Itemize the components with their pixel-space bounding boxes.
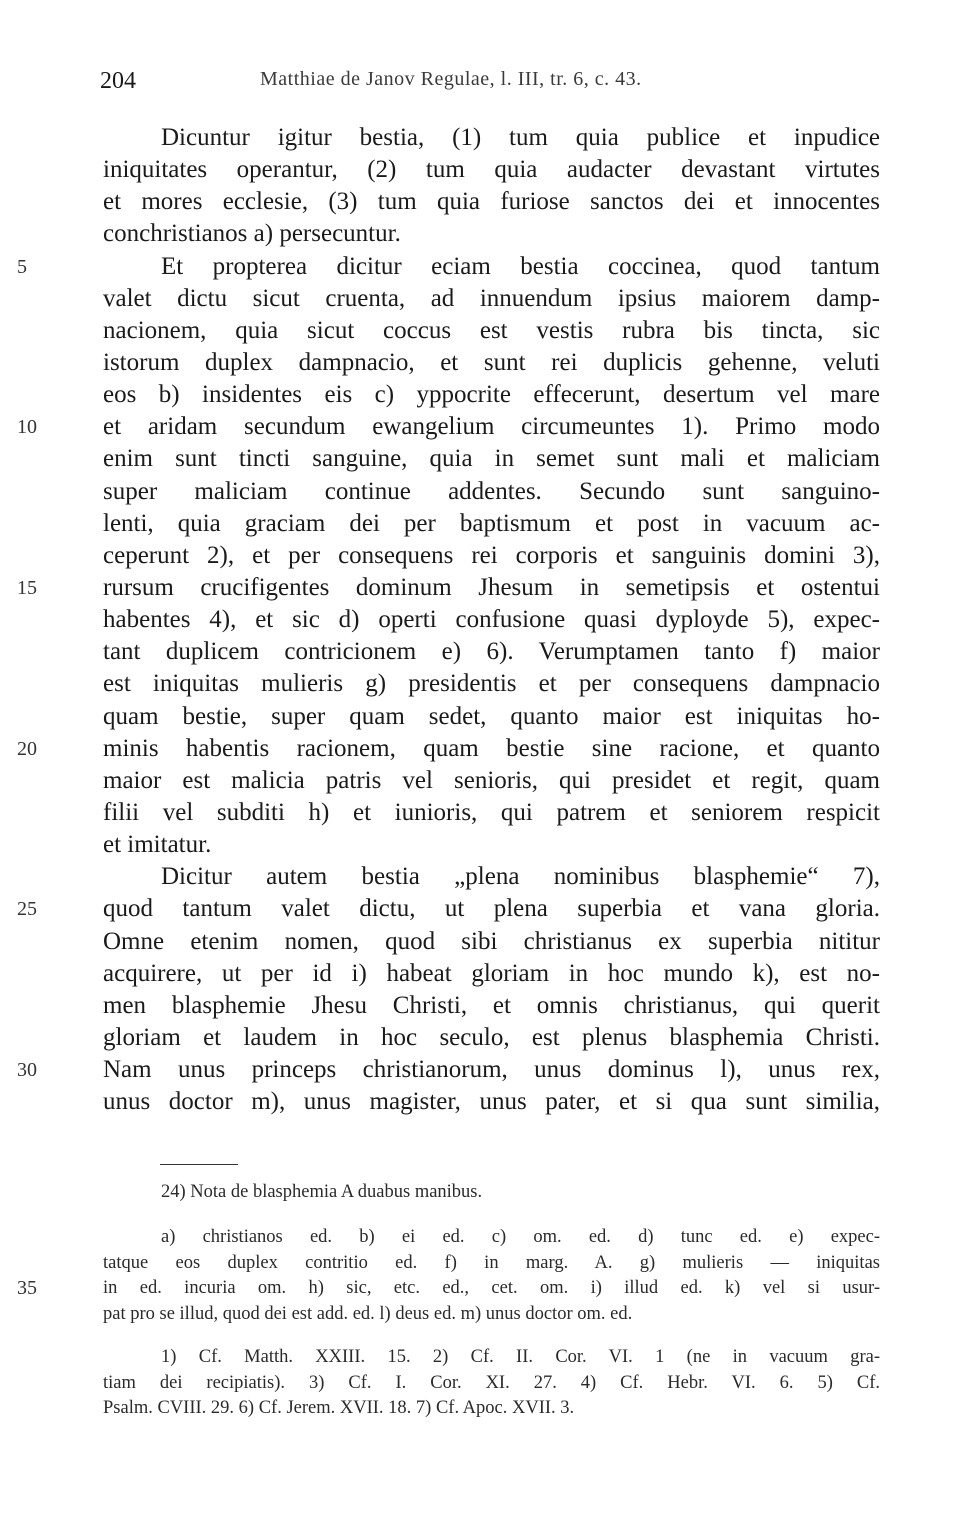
- line-text: rursum crucifigentes dominum Jhesum in semetipsis et ostentui: [103, 573, 880, 601]
- line-text: enim sunt tincti sanguine, quia in semet sunt mali et maliciam: [103, 445, 880, 473]
- text-line: [103, 315, 880, 347]
- line-text: in ed. incuria om. h) sic, etc. ed., cet. om. i) illud ed. k) vel si usur-: [103, 1278, 880, 1298]
- text-line: [103, 701, 880, 733]
- line-text: tiam dei recipiatis). 3) Cf. I. Cor. XI. 27. 4) Cf. Hebr. VI. 6. 5) Cf.: [103, 1372, 880, 1393]
- text-line: [103, 443, 880, 475]
- line-number: 20: [17, 737, 37, 760]
- line-text: 1) Cf. Matth. XXIII. 15. 2) Cf. II. Cor. VI. 1 (ne in vacuum gra-: [161, 1347, 880, 1367]
- text-line: [103, 1022, 880, 1054]
- line-text: Dicuntur igitur bestia, (1) tum quia publice et inpudice: [161, 124, 880, 151]
- line-text: quod tantum valet dictu, ut plena superbia et vana gloria.: [103, 895, 880, 923]
- text-line: [103, 122, 880, 154]
- running-head: Matthiae de Janov Regulae, l. III, tr. 6, c. 43.: [260, 68, 642, 90]
- line-text: habentes 4), et sic d) operti confusione quasi dyployde 5), expec-: [103, 606, 880, 634]
- line-text: Dicitur autem bestia „plena nominibus blasphemie“ 7),: [161, 863, 880, 891]
- text-line: [103, 540, 880, 572]
- line-number: 10: [17, 416, 37, 439]
- page-header: [100, 68, 880, 100]
- source-apparatus: [103, 1345, 880, 1422]
- line-text: ceperunt 2), et per consequens rei corporis et sanguinis domini 3),: [103, 541, 880, 569]
- text-line: [17, 251, 880, 283]
- line-text: et mores ecclesie, (3) tum quia furiose sanctos dei et innocentes: [103, 188, 880, 216]
- footnote-rule: [160, 1164, 238, 1165]
- text-line: [103, 218, 880, 250]
- line-text: eos b) insidentes eis c) yppocrite effecerunt, desertum vel mare: [103, 381, 880, 409]
- line-text: lenti, quia graciam dei per baptismum et post in vacuum ac-: [103, 509, 880, 537]
- line-number: 25: [17, 898, 37, 921]
- line-text: conchristianos a) persecuntur.: [103, 220, 401, 248]
- line-text: maior est malicia patris vel senioris, qui presidet et regit, quam: [103, 766, 880, 794]
- note-line: [103, 1302, 880, 1328]
- text-line: [103, 379, 880, 411]
- line-text: valet dictu sicut cruenta, ad innuendum ipsius maiorem damp-: [103, 284, 880, 312]
- text-line: [103, 636, 880, 668]
- text-line: [103, 861, 880, 893]
- line-text: filii vel subditi h) et iunioris, qui patrem et seniorem respicit: [103, 798, 880, 826]
- text-line: [103, 990, 880, 1022]
- text-line: [103, 668, 880, 700]
- text-line: [103, 283, 880, 315]
- line-text: tatque eos duplex contritio ed. f) in marg. A. g) mulieris — iniquitas: [103, 1252, 880, 1273]
- text-line: [103, 604, 880, 636]
- text-line: [103, 797, 880, 829]
- note-line: [103, 1251, 880, 1277]
- line-number: 30: [17, 1059, 37, 1082]
- note-line: 24) Nota de blasphemia A duabus manibus.: [161, 1182, 483, 1202]
- text-line: [103, 1086, 880, 1118]
- line-text: est iniquitas mulieris g) presidentis et per consequens dampnacio: [103, 670, 880, 698]
- text-line: [103, 829, 880, 861]
- line-text: Psalm. CVIII. 29. 6) Cf. Jerem. XVII. 18. 7) Cf. Apoc. XVII. 3.: [103, 1398, 575, 1418]
- variant-apparatus: [17, 1225, 880, 1327]
- line-number: 5: [17, 255, 27, 278]
- note-line: [103, 1371, 880, 1397]
- line-text: men blasphemie Jhesu Christi, et omnis christianus, qui querit: [103, 991, 880, 1019]
- text-line: [103, 186, 880, 218]
- text-line: [103, 347, 880, 379]
- line-text: pat pro se illud, quod dei est add. ed. l) deus ed. m) unus doctor om. ed.: [103, 1303, 633, 1324]
- line-text: unus doctor m), unus magister, unus pater, et si qua sunt similia,: [103, 1088, 880, 1116]
- line-text: super maliciam continue addentes. Secundo sunt sanguino-: [103, 477, 880, 505]
- text-line: [103, 926, 880, 958]
- line-text: et aridam secundum ewangelium circumeuntes 1). Primo modo: [103, 413, 880, 441]
- text-line: [103, 958, 880, 990]
- line-text: tant duplicem contricionem e) 6). Verumptamen tanto f) maior: [103, 638, 880, 666]
- text-line: [17, 893, 880, 925]
- page-number: 204: [100, 68, 136, 94]
- text-line: [103, 508, 880, 540]
- line-number: 35: [17, 1277, 37, 1299]
- line-number: 15: [17, 576, 37, 599]
- line-text: iniquitates operantur, (2) tum quia audacter devastant virtutes: [103, 156, 880, 184]
- line-text: gloriam et laudem in hoc seculo, est plenus blasphemia Christi.: [103, 1023, 880, 1051]
- text-line: [103, 154, 880, 186]
- line-text: acquirere, ut per id i) habeat gloriam in hoc mundo k), est no-: [103, 959, 880, 987]
- note-line: [17, 1276, 880, 1302]
- note-line: [103, 1396, 880, 1422]
- note-line: [103, 1225, 880, 1251]
- line-text: nacionem, quia sicut coccus est vestis rubra bis tincta, sic: [103, 316, 880, 344]
- note-line: [103, 1345, 880, 1371]
- marginal-note: [103, 1180, 880, 1206]
- line-text: Et propterea dicitur eciam bestia coccinea, quod tantum: [161, 252, 880, 280]
- line-text: istorum duplex dampnacio, et sunt rei duplicis gehenne, veluti: [103, 348, 880, 376]
- main-text: [17, 122, 880, 1118]
- text-line: [103, 476, 880, 508]
- line-text: a) christianos ed. b) ei ed. c) om. ed. d) tunc ed. e) expec-: [161, 1227, 880, 1247]
- text-line: [17, 1054, 880, 1086]
- line-text: quam bestie, super quam sedet, quanto maior est iniquitas ho-: [103, 702, 880, 730]
- line-text: minis habentis racionem, quam bestie sine racione, et quanto: [103, 734, 880, 762]
- text-line: [17, 572, 880, 604]
- text-line: [17, 411, 880, 443]
- line-text: Nam unus princeps christianorum, unus dominus l), unus rex,: [103, 1056, 880, 1084]
- text-line: [17, 733, 880, 765]
- line-text: Omne etenim nomen, quod sibi christianus ex superbia nititur: [103, 927, 880, 955]
- line-text: et imitatur.: [103, 831, 212, 859]
- text-line: [103, 765, 880, 797]
